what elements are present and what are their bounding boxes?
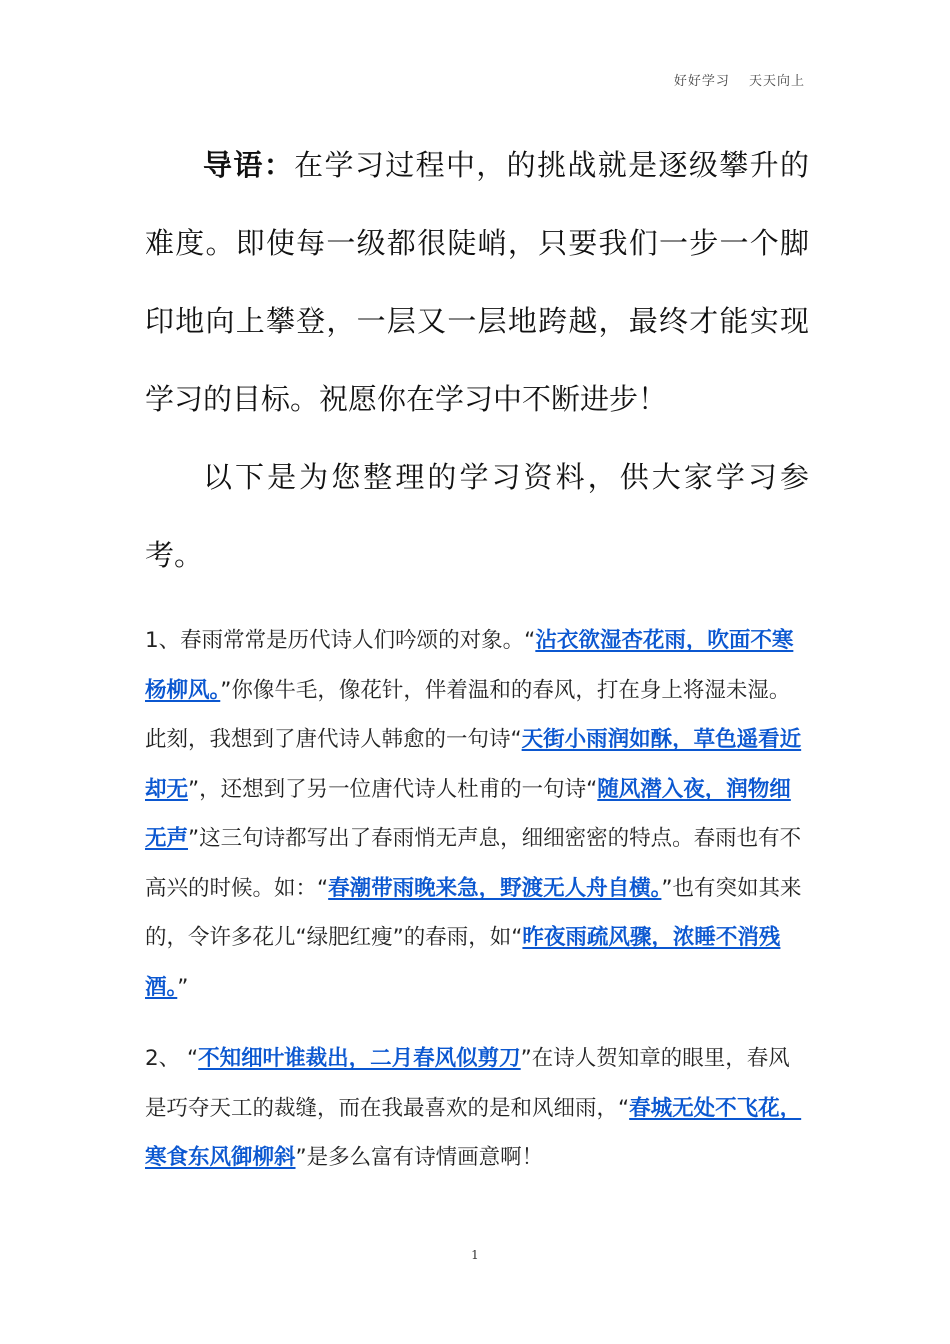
intro-section	[145, 126, 809, 594]
article-body	[145, 616, 805, 1205]
intro-paragraph-2: 以下是为您整理的学习资料，供大家学习参考。	[145, 460, 809, 572]
poem-quote: 随风潜入夜，润物细无声	[145, 776, 791, 851]
header-right-text: 天天向上	[748, 74, 805, 89]
poem-quote: 春潮带雨晚来急，野渡无人舟自横。	[328, 875, 662, 901]
poem-quote: 春城无处不飞花，寒食东风御柳斜	[145, 1095, 802, 1170]
intro-paragraph	[145, 126, 809, 438]
poem-quote: 天街小雨润如酥，草色遥看近却无	[145, 727, 802, 802]
text: 1、春雨常常是历代诗人们吟颂的对象。“	[145, 628, 536, 653]
paragraph-1	[145, 616, 805, 1012]
text: ”也有突如其来的，令许多花儿“绿肥红瘦”的春雨，如“	[145, 875, 802, 950]
page-header	[660, 70, 805, 89]
text: ”是多么富有诗情画意啊！	[295, 1145, 544, 1170]
poem-quote: 昨夜雨疏风骤，浓睡不消残酒。	[145, 925, 781, 1000]
intro-text: 在学习过程中，的挑战就是逐级攀升的难度。即使每一级都很陡峭，只要我们一步一个脚印地向上攀登，一层又一层地跨越，最终才能实现学习的目标。祝愿你在学习中不断进步！	[145, 148, 809, 416]
text: ”，还想到了另一位唐代诗人杜甫的一句诗“	[188, 776, 598, 802]
text: ”在诗人贺知章的眼里，春风是巧夺天工的裁缝，而在我最喜欢的是和风细雨，“	[145, 1046, 790, 1121]
header-left-text: 好好学习	[673, 74, 730, 89]
poem-quote: 不知细叶谁裁出，二月春风似剪刀	[198, 1046, 521, 1071]
page-number: 1	[471, 1248, 479, 1262]
text: 2、 “	[145, 1046, 199, 1071]
text: ”	[177, 974, 189, 1000]
intro-lead: 导语：	[203, 148, 295, 182]
poem-quote: 沾衣欲湿杏花雨，吹面不寒杨柳风。	[145, 628, 794, 703]
text: ”这三句诗都写出了春雨悄无声息，细细密密的特点。春雨也有不高兴的时候。如：“	[145, 826, 802, 901]
text: ”你像牛毛，像花针，伴着温和的春风，打在身上将湿未湿。此刻，我想到了唐代诗人韩愈的一句诗“	[145, 677, 791, 752]
paragraph-2	[145, 1034, 805, 1183]
